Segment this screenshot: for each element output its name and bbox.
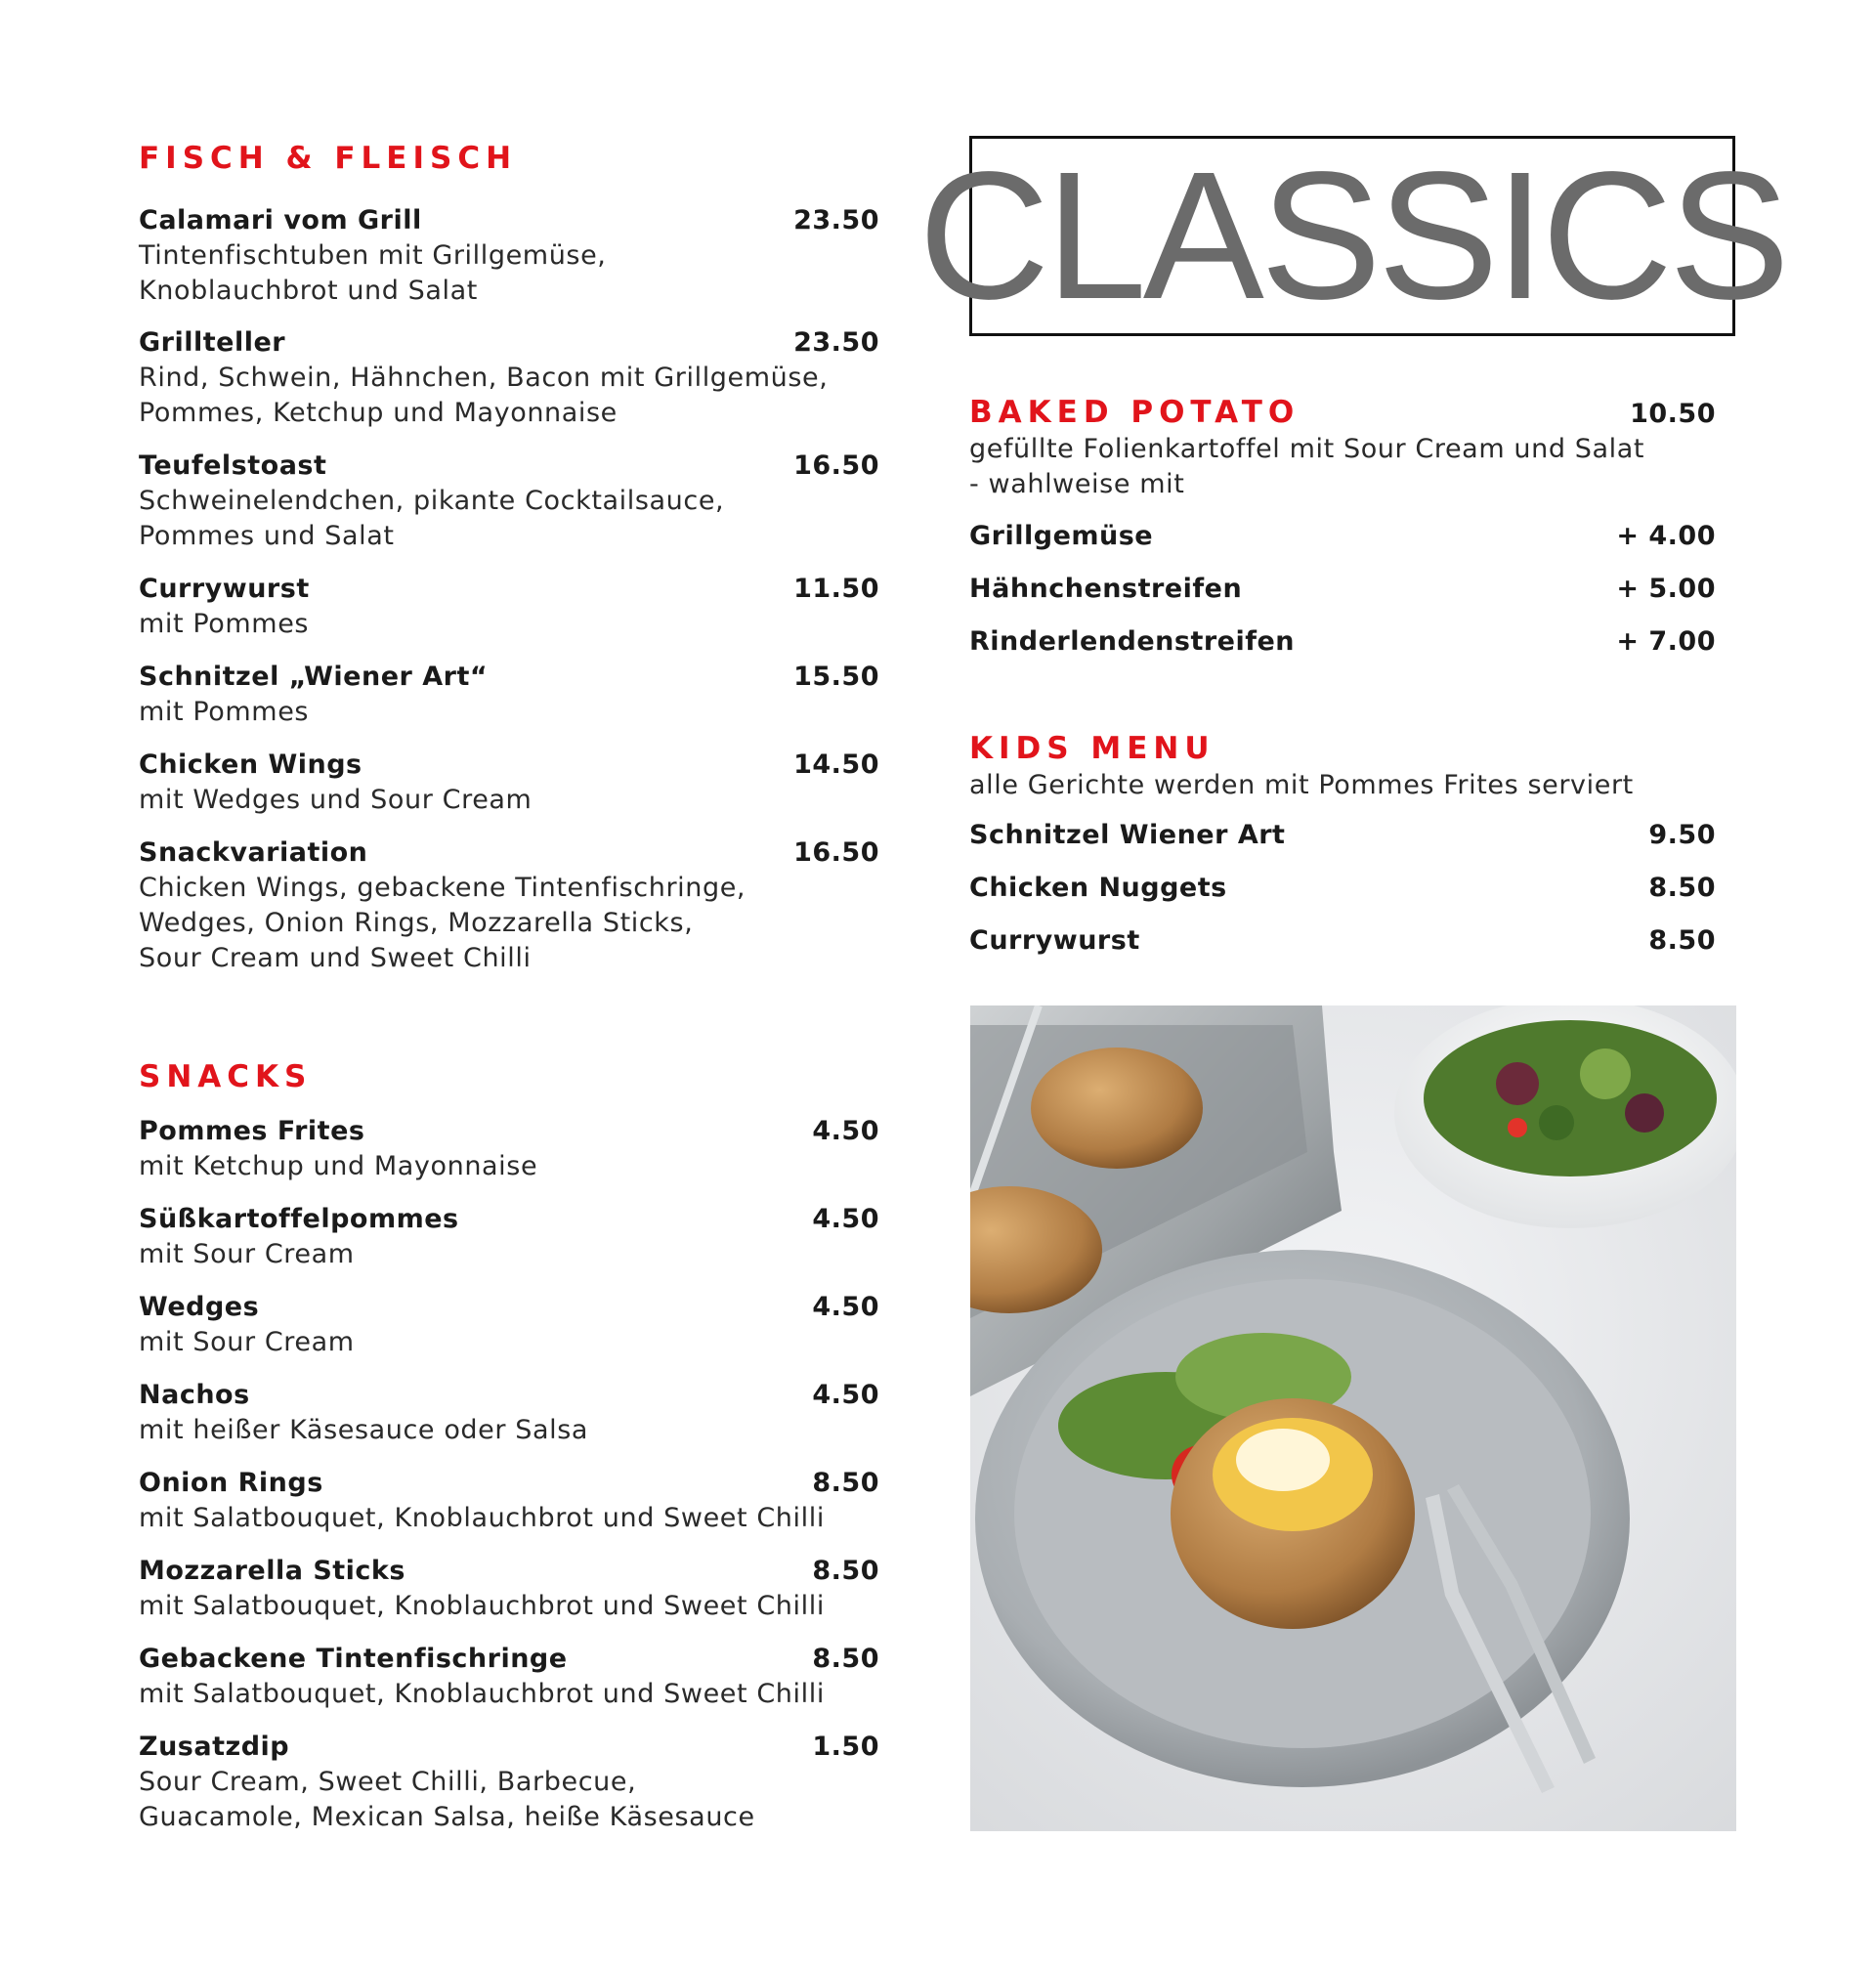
item-name: Snackvariation [139, 837, 368, 868]
menu-item [139, 325, 879, 431]
item-price: 8.50 [1648, 925, 1716, 956]
item-price: 23.50 [793, 327, 879, 358]
item-name: Calamari vom Grill [139, 205, 422, 235]
item-name: Nachos [139, 1380, 250, 1410]
item-name: Wedges [139, 1292, 260, 1322]
item-desc: mit Pommes [139, 697, 310, 727]
classics-title: CLASSICS [918, 134, 1787, 337]
baked-potato-photo [970, 1005, 1736, 1831]
kids-item [969, 871, 1716, 906]
baked-potato-desc [969, 432, 1716, 502]
item-desc: mit Wedges und Sour Cream [139, 785, 533, 815]
item-desc: mit heißer Käsesauce oder Salsa [139, 1415, 589, 1445]
item-price: 4.50 [812, 1292, 879, 1322]
food-illustration [970, 1005, 1736, 1831]
item-name: Onion Rings [139, 1468, 323, 1498]
item-name: Chicken Nuggets [969, 873, 1227, 903]
item-price: 14.50 [793, 749, 879, 780]
menu-item [139, 1114, 879, 1184]
item-name: Zusatzdip [139, 1732, 290, 1762]
item-price: 16.50 [793, 837, 879, 868]
option-row [969, 519, 1716, 554]
item-desc: mit Sour Cream [139, 1327, 355, 1357]
item-desc: Sour Cream und Sweet Chilli [139, 943, 532, 973]
item-price: 4.50 [812, 1380, 879, 1410]
item-desc: Rind, Schwein, Hähnchen, Bacon mit Grillgemüse, [139, 363, 829, 393]
kids-menu-title: KIDS MENU [969, 731, 1215, 766]
item-desc: alle Gerichte werden mit Pommes Frites serviert [969, 770, 1634, 800]
fisch-fleisch-title: FISCH & FLEISCH [139, 141, 518, 176]
baked-potato-title: BAKED POTATO [969, 395, 1300, 430]
menu-item [139, 1642, 879, 1712]
menu-item [139, 1290, 879, 1360]
left-column [139, 0, 879, 1968]
item-desc: Pommes und Salat [139, 521, 395, 551]
option-name: Hähnchenstreifen [969, 574, 1243, 604]
item-name: Currywurst [969, 925, 1140, 956]
option-row [969, 624, 1716, 660]
item-name: Pommes Frites [139, 1116, 365, 1146]
item-desc: Wedges, Onion Rings, Mozzarella Sticks, [139, 908, 694, 938]
menu-item [139, 449, 879, 554]
item-price: 16.50 [793, 450, 879, 481]
item-name: Gebackene Tintenfischringe [139, 1644, 568, 1674]
item-desc: mit Salatbouquet, Knoblauchbrot und Sweet Chilli [139, 1679, 825, 1709]
item-desc: Schweinelendchen, pikante Cocktailsauce, [139, 486, 725, 516]
item-price: 4.50 [812, 1204, 879, 1234]
menu-item [139, 203, 879, 309]
snacks-title: SNACKS [139, 1059, 313, 1094]
option-price: + 5.00 [1616, 574, 1716, 604]
item-desc: Pommes, Ketchup und Mayonnaise [139, 398, 618, 428]
item-name: Mozzarella Sticks [139, 1556, 405, 1586]
option-name: Rinderlendenstreifen [969, 626, 1296, 657]
item-name: Süßkartoffelpommes [139, 1204, 459, 1234]
item-desc: Chicken Wings, gebackene Tintenfischringe, [139, 873, 746, 903]
item-desc: Knoblauchbrot und Salat [139, 276, 478, 306]
item-price: 8.50 [1648, 873, 1716, 903]
item-desc: mit Sour Cream [139, 1239, 355, 1269]
item-price: 8.50 [812, 1468, 879, 1498]
item-price: 8.50 [812, 1644, 879, 1674]
menu-item [139, 1466, 879, 1536]
item-name: Schnitzel „Wiener Art“ [139, 662, 489, 692]
baked-potato-header [969, 397, 1716, 432]
item-desc: mit Salatbouquet, Knoblauchbrot und Sweet Chilli [139, 1503, 825, 1533]
item-name: Chicken Wings [139, 749, 362, 780]
item-name: Currywurst [139, 574, 310, 604]
menu-item [139, 1554, 879, 1624]
menu-item [139, 835, 879, 976]
item-price: 23.50 [793, 205, 879, 235]
item-desc: Guacamole, Mexican Salsa, heiße Käsesauce [139, 1802, 755, 1832]
right-column [969, 0, 1716, 1005]
item-name: Teufelstoast [139, 450, 327, 481]
menu-item [139, 748, 879, 818]
item-price: 8.50 [812, 1556, 879, 1586]
menu-item [139, 572, 879, 642]
option-row [969, 572, 1716, 607]
item-desc: Tintenfischtuben mit Grillgemüse, [139, 240, 607, 271]
baked-potato-price: 10.50 [1630, 399, 1716, 429]
menu-item [139, 1730, 879, 1835]
item-price: 15.50 [793, 662, 879, 692]
item-price: 9.50 [1648, 820, 1716, 850]
item-desc: Sour Cream, Sweet Chilli, Barbecue, [139, 1767, 637, 1797]
option-price: + 4.00 [1616, 521, 1716, 551]
menu-item [139, 660, 879, 730]
kids-item [969, 818, 1716, 853]
item-name: Grillteller [139, 327, 286, 358]
item-price: 11.50 [793, 574, 879, 604]
item-desc: mit Ketchup und Mayonnaise [139, 1151, 538, 1181]
item-desc: - wahlweise mit [969, 469, 1185, 499]
kids-item [969, 923, 1716, 959]
option-price: + 7.00 [1616, 626, 1716, 657]
option-name: Grillgemüse [969, 521, 1154, 551]
menu-item [139, 1378, 879, 1448]
item-desc: gefüllte Folienkartoffel mit Sour Cream und Salat [969, 434, 1645, 464]
menu-item [139, 1202, 879, 1272]
item-price: 4.50 [812, 1116, 879, 1146]
item-desc: mit Salatbouquet, Knoblauchbrot und Sweet Chilli [139, 1591, 825, 1621]
item-price: 1.50 [812, 1732, 879, 1762]
item-name: Schnitzel Wiener Art [969, 820, 1286, 850]
item-desc: mit Pommes [139, 609, 310, 639]
kids-desc [969, 768, 1716, 803]
